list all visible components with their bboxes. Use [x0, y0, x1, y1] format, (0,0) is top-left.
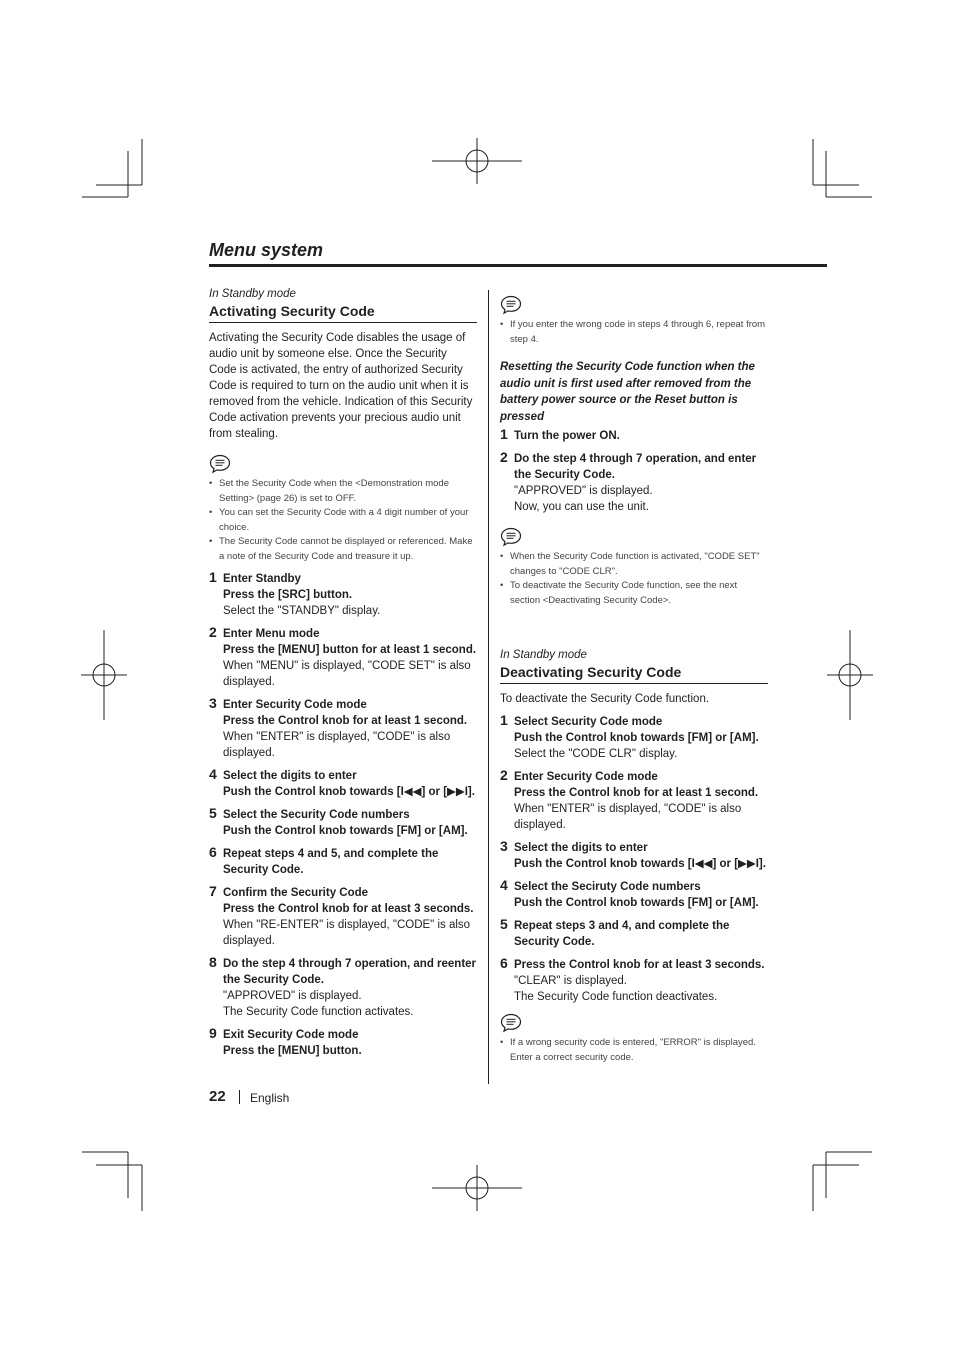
- step-heading: Select the digits to enter: [514, 842, 648, 854]
- step-heading: Select the Seciruty Code numbers: [514, 881, 701, 893]
- step-heading: Turn the power ON.: [514, 430, 620, 442]
- step-action: Press the Control knob for at least 1 second.: [514, 787, 759, 799]
- step-heading: Select the Security Code numbers: [223, 809, 410, 821]
- step-action: Push the Control knob towards [FM] or [AM].: [223, 825, 468, 837]
- step-action: Push the Control knob towards [FM] or [AM].: [514, 732, 759, 744]
- title-rule: [209, 264, 827, 267]
- step-item: [500, 957, 768, 1005]
- note-item: • If you enter the wrong code in steps 4 through 6, repeat from step 4.: [500, 318, 768, 347]
- step-heading: Enter Security Code mode: [514, 771, 658, 783]
- step-action: Push the Control knob towards [FM] or [AM].: [514, 897, 759, 909]
- step-heading: Enter Menu mode: [223, 628, 320, 640]
- step-heading: Enter Standby: [223, 573, 301, 585]
- step-heading: Select the digits to enter: [223, 770, 357, 782]
- step-number: 2: [500, 767, 508, 783]
- step-action: Push the Control knob towards [I◀◀] or [▶▶I].: [514, 858, 766, 870]
- intro-text: To deactivate the Security Code function.: [500, 693, 710, 705]
- notes-list: [500, 1036, 768, 1065]
- note-item: • When the Security Code function is activated, "CODE SET" changes to "CODE CLR".: [500, 550, 768, 579]
- step-item: [500, 714, 768, 762]
- step-action: Push the Control knob towards [I◀◀] or [▶▶I].: [223, 786, 475, 798]
- step-number: 3: [500, 838, 508, 854]
- step-result: "APPROVED" is displayed. Now, you can use the unit.: [514, 485, 653, 513]
- step-action: Press the [MENU] button.: [223, 1045, 362, 1057]
- page-title: Menu system: [209, 240, 324, 260]
- note-item: • To deactivate the Security Code function, see the next section <Deactivating Security Code>.: [500, 579, 768, 608]
- steps-list: [209, 571, 477, 1059]
- step-result: When "MENU" is displayed, "CODE SET" is also displayed.: [223, 660, 471, 688]
- step-number: 7: [209, 883, 217, 899]
- left-column: [209, 287, 477, 1059]
- step-result: When "ENTER" is displayed, "CODE" is also displayed.: [514, 803, 742, 831]
- step-heading: Exit Security Code mode: [223, 1029, 359, 1041]
- note-item: • You can set the Security Code with a 4 digit number of your choice.: [209, 506, 477, 535]
- step-item: [209, 697, 477, 761]
- note-icon: [500, 1013, 522, 1033]
- step-action: Press the [MENU] button for at least 1 second.: [223, 644, 477, 656]
- mode-label: In Standby mode: [209, 288, 296, 300]
- step-item: [209, 571, 477, 619]
- notes-list: [209, 477, 477, 564]
- section-heading-deactivating: Deactivating Security Code: [500, 663, 768, 684]
- reset-steps-list: [500, 428, 768, 515]
- step-item: [500, 769, 768, 833]
- step-result: Select the "CODE CLR" display.: [514, 748, 678, 760]
- step-action: Press the [SRC] button.: [223, 589, 353, 601]
- step-number: 1: [500, 712, 508, 728]
- step-item: [500, 918, 768, 950]
- step-heading: Repeat steps 3 and 4, and complete the Security Code.: [514, 920, 730, 948]
- step-heading: Enter Security Code mode: [223, 699, 367, 711]
- step-heading: Select Security Code mode: [514, 716, 663, 728]
- step-result: Select the "STANDBY" display.: [223, 605, 381, 617]
- right-column: [500, 293, 768, 1065]
- step-number: 3: [209, 695, 217, 711]
- intro-text: Activating the Security Code disables the usage of audio unit by someone else. Once the Security Code is activated, the entry of authorized Security Code is required to turn on the audio unit when it is removed from the vehicle. Indication of this Security Code activation prevents your precious audio unit from stealing.: [209, 332, 473, 440]
- step-item: [500, 428, 768, 444]
- step-item: [209, 768, 477, 800]
- step-number: 1: [500, 426, 508, 442]
- footer-separator: [239, 1090, 240, 1104]
- step-action: Press the Control knob for at least 1 second.: [223, 715, 468, 727]
- note-item: • The Security Code cannot be displayed or referenced. Make a note of the Security Code and treasure it up.: [209, 535, 477, 564]
- step-heading: Confirm the Security Code: [223, 887, 369, 899]
- step-number: 8: [209, 954, 217, 970]
- step-item: [209, 1027, 477, 1059]
- step-item: [500, 451, 768, 515]
- step-number: 6: [500, 955, 508, 971]
- step-heading: Press the Control knob for at least 3 seconds.: [514, 959, 765, 971]
- note-item: • If a wrong security code is entered, "ERROR" is displayed. Enter a correct security code.: [500, 1036, 768, 1065]
- step-item: [209, 885, 477, 949]
- note-icon: [209, 454, 231, 474]
- note-icon: [500, 527, 522, 547]
- step-item: [209, 956, 477, 1020]
- step-number: 4: [500, 877, 508, 893]
- step-number: 1: [209, 569, 217, 585]
- section-heading-activating: Activating Security Code: [209, 302, 477, 323]
- step-result: "CLEAR" is displayed. The Security Code function deactivates.: [514, 975, 718, 1003]
- step-result: When "RE-ENTER" is displayed, "CODE" is also displayed.: [223, 919, 471, 947]
- notes-list: [500, 550, 768, 608]
- step-item: [209, 626, 477, 690]
- note-icon: [500, 295, 522, 315]
- step-result: When "ENTER" is displayed, "CODE" is also displayed.: [223, 731, 451, 759]
- step-item: [500, 879, 768, 911]
- step-heading: Do the step 4 through 7 operation, and enter the Security Code.: [514, 453, 757, 481]
- note-item: • Set the Security Code when the <Demonstration mode Setting> (page 26) is set to OFF.: [209, 477, 477, 506]
- column-divider: [488, 290, 489, 1084]
- reset-heading: Resetting the Security Code function when the audio unit is first used after removed from the battery power source or the Reset button is pressed: [500, 361, 755, 423]
- step-number: 2: [500, 449, 508, 465]
- step-number: 6: [209, 844, 217, 860]
- step-number: 4: [209, 766, 217, 782]
- page-number: 22: [209, 1088, 226, 1105]
- step-heading: Repeat steps 4 and 5, and complete the Security Code.: [223, 848, 439, 876]
- mode-label: In Standby mode: [500, 649, 587, 661]
- step-number: 2: [209, 624, 217, 640]
- step-item: [500, 840, 768, 872]
- step-number: 9: [209, 1025, 217, 1041]
- step-item: [209, 846, 477, 878]
- footer-language: English: [250, 1091, 290, 1105]
- notes-list: [500, 318, 768, 347]
- step-number: 5: [500, 916, 508, 932]
- steps-list: [500, 714, 768, 1005]
- step-heading: Do the step 4 through 7 operation, and reenter the Security Code.: [223, 958, 477, 986]
- step-item: [209, 807, 477, 839]
- step-action: Press the Control knob for at least 3 seconds.: [223, 903, 474, 915]
- step-number: 5: [209, 805, 217, 821]
- step-result: "APPROVED" is displayed. The Security Code function activates.: [223, 990, 414, 1018]
